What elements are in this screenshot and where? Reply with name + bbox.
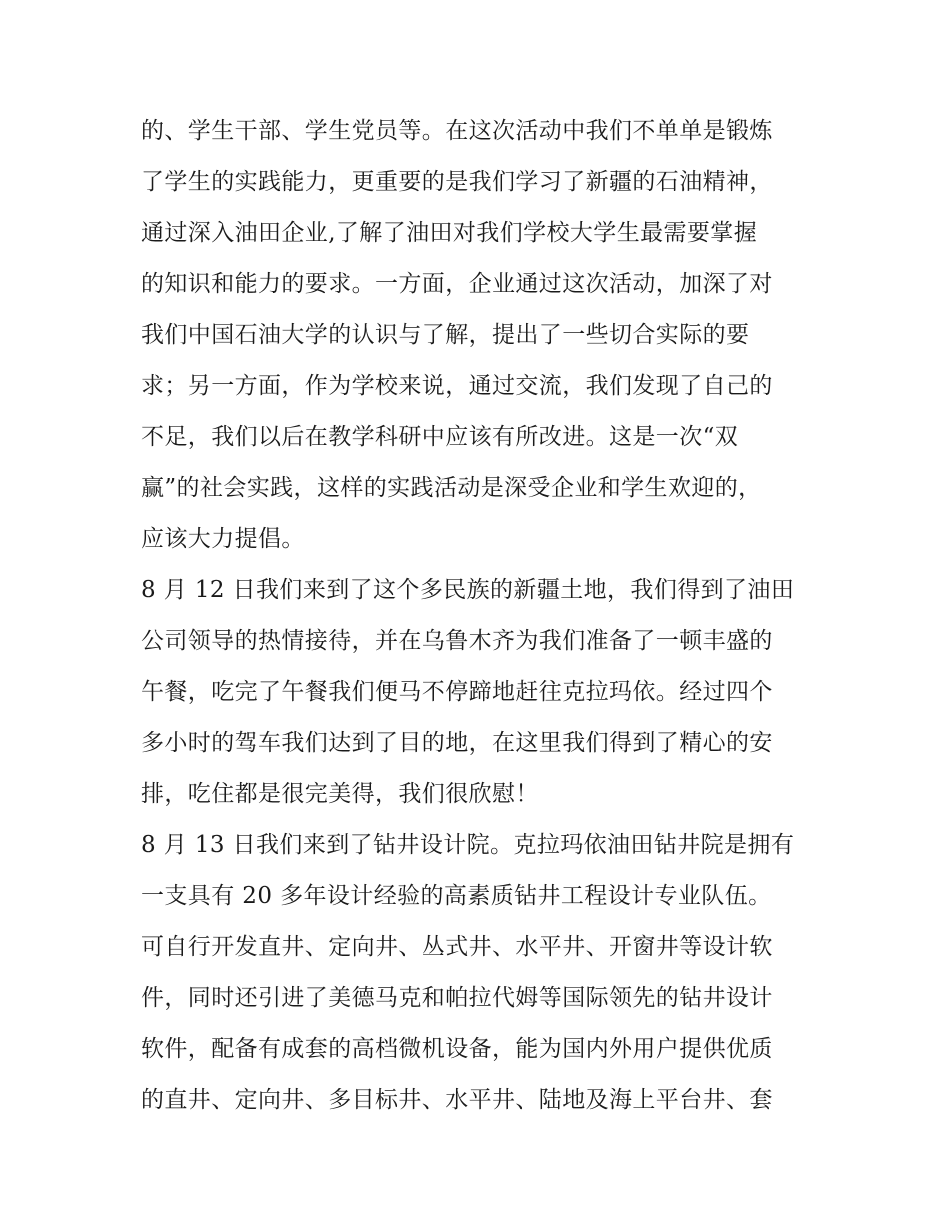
body-text — [141, 106, 821, 1126]
text-line: 软件，配备有成套的高档微机设备，能为国内外用户提供优质 — [141, 1036, 773, 1062]
text-line: 不足，我们以后在教学科研中应该有所改进。这是一次“双 — [141, 424, 739, 450]
text-line: 了学生的实践能力，更重要的是我们学习了新疆的石油精神， — [141, 169, 773, 195]
text-line: 求；另一方面，作为学校来说，通过交流，我们发现了自己的 — [141, 373, 773, 399]
text-line: 我们中国石油大学的认识与了解，提出了一些切合实际的要 — [141, 322, 750, 348]
text-line: 8 月 12 日我们来到了这个多民族的新疆土地，我们得到了油田 — [141, 577, 795, 603]
text-line: 应该大力提倡。 — [141, 526, 305, 552]
text-line: 午餐，吃完了午餐我们便马不停蹄地赶往克拉玛依。经过四个 — [141, 679, 773, 705]
text-line: 的知识和能力的要求。一方面，企业通过这次活动，加深了对 — [141, 271, 773, 297]
text-line: 一支具有 20 多年设计经验的高素质钻井工程设计专业队伍。 — [141, 883, 772, 909]
text-line: 通过深入油田企业,了解了油田对我们学校大学生最需要掌握 — [141, 220, 758, 246]
text-line: 多小时的驾车我们达到了目的地，在这里我们得到了精心的安 — [141, 730, 773, 756]
text-line: 件，同时还引进了美德马克和帕拉代姆等国际领先的钻井设计 — [141, 985, 773, 1011]
text-line: 的、学生干部、学生党员等。在这次活动中我们不单单是锻炼 — [141, 118, 773, 144]
text-line: 8 月 13 日我们来到了钻井设计院。克拉玛依油田钻井院是拥有 — [141, 832, 795, 858]
text-line: 可自行开发直井、定向井、丛式井、水平井、开窗井等设计软 — [141, 934, 773, 960]
text-line: 赢”的社会实践，这样的实践活动是深受企业和学生欢迎的， — [141, 475, 762, 501]
text-line: 排，吃住都是很完美得，我们很欣慰！ — [141, 781, 539, 807]
text-line: 的直井、定向井、多目标井、水平井、陆地及海上平台井、套 — [141, 1087, 773, 1113]
text-line: 公司领导的热情接待，并在乌鲁木齐为我们准备了一顿丰盛的 — [141, 628, 773, 654]
